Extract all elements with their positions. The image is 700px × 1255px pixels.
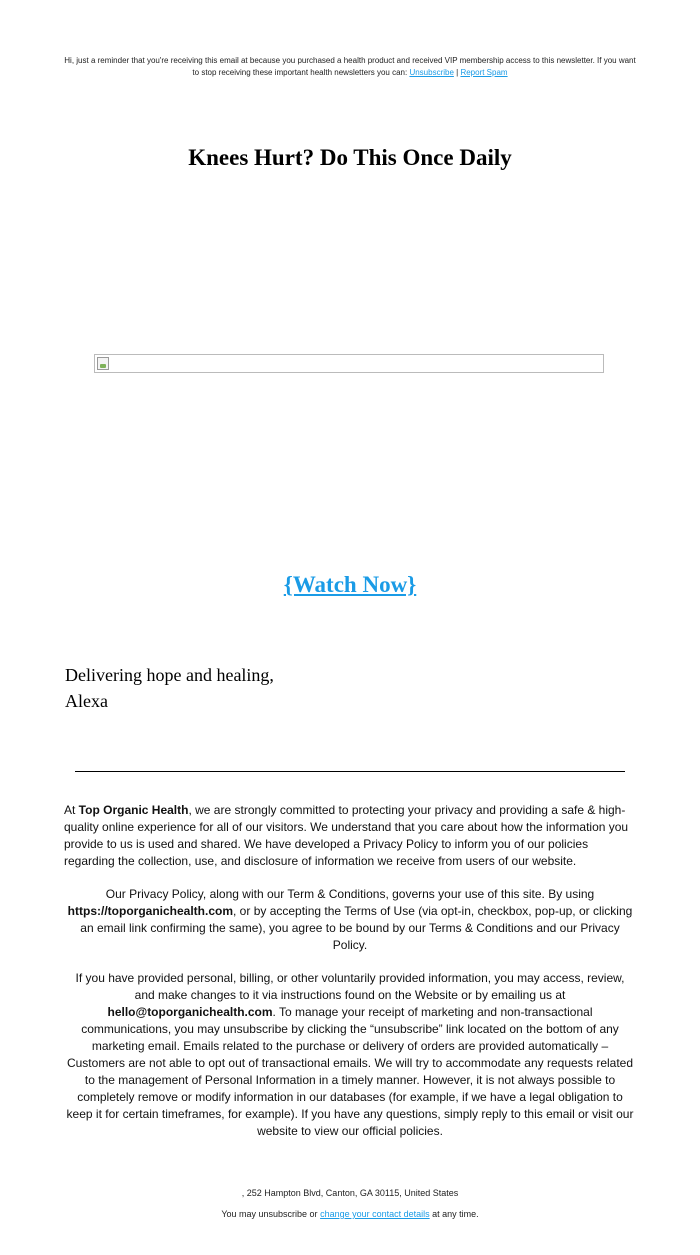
email-headline: Knees Hurt? Do This Once Daily [188, 145, 512, 170]
notice-text: Hi, just a reminder that you're receiving this email at because you purchased a health product and received VIP membership access to this newsletter. If you want to stop receiving these important health newsletters you can: [64, 56, 636, 77]
notice-separator: | [453, 68, 461, 77]
p3-rest: . To manage your receipt of marketing and non-transactional communications, you may unsubscribe by clicking the “unsubscribe” link located on the bottom of any marketing email. Emails related to the purchase or delivery of orders are provided automatically – Customers are not able to opt out of transactional emails. We will try to accommodate any requests related to the management of Personal Information in a timely manner. However, it is not always possible to completely remove or modify information in our databases (for example, if we have a legal obligation to keep it for certain timeframes, for example). If you have any questions, simply reply to this email or visit our website to view our official policies. [66, 1005, 634, 1138]
contact-email: hello@toporganichealth.com [107, 1005, 273, 1019]
broken-image-placeholder[interactable] [94, 354, 604, 373]
website-url: https://toporganichealth.com [67, 904, 234, 918]
report-spam-link[interactable]: Report Spam [460, 68, 508, 77]
footer-address: , 252 Hampton Blvd, Canton, GA 30115, United States [241, 1188, 459, 1198]
p1-rest: , we are strongly committed to protecting your privacy and providing a safe & high-quality online experience for all of our visitors. We understand that you care about how the information you provide to us is used and shared. We have developed a Privacy Policy to inform you of our policies regarding the collection, use, and disclosure of information we receive from users of our website. [64, 803, 629, 868]
signoff-line: Delivering hope and healing, [65, 665, 274, 685]
signoff [65, 662, 274, 714]
p3-prefix: If you have provided personal, billing, or other voluntarily provided information, you may access, review, and make changes to it via instructions found on the Website or by emailing us at [75, 971, 625, 1002]
p2-rest: , or by accepting the Terms of Use (via opt-in, checkbox, pop-up, or clicking an email link confirming the same), you agree to be bound by our Terms & Conditions and our Privacy Policy. [80, 904, 633, 952]
footer-unsubscribe [0, 1207, 700, 1221]
company-name: Top Organic Health [78, 803, 189, 817]
p1-prefix: At [64, 803, 79, 817]
cta-container [0, 570, 700, 600]
subscription-notice [60, 55, 640, 79]
unsub-suffix: at any time. [429, 1209, 479, 1219]
signoff-name: Alexa [65, 691, 108, 711]
privacy-paragraph-intro [64, 802, 636, 870]
change-contact-link[interactable]: change your contact details [320, 1209, 430, 1219]
privacy-paragraph-terms [64, 886, 636, 954]
divider [75, 771, 625, 772]
unsub-prefix: You may unsubscribe or [221, 1209, 321, 1219]
unsubscribe-link[interactable]: Unsubscribe [409, 68, 454, 77]
broken-image-icon [97, 357, 109, 370]
p2-prefix: Our Privacy Policy, along with our Term & Conditions, governs your use of this site. By using [105, 887, 595, 901]
watch-now-link[interactable]: {Watch Now} [283, 572, 417, 597]
privacy-paragraph-data [64, 970, 636, 1140]
